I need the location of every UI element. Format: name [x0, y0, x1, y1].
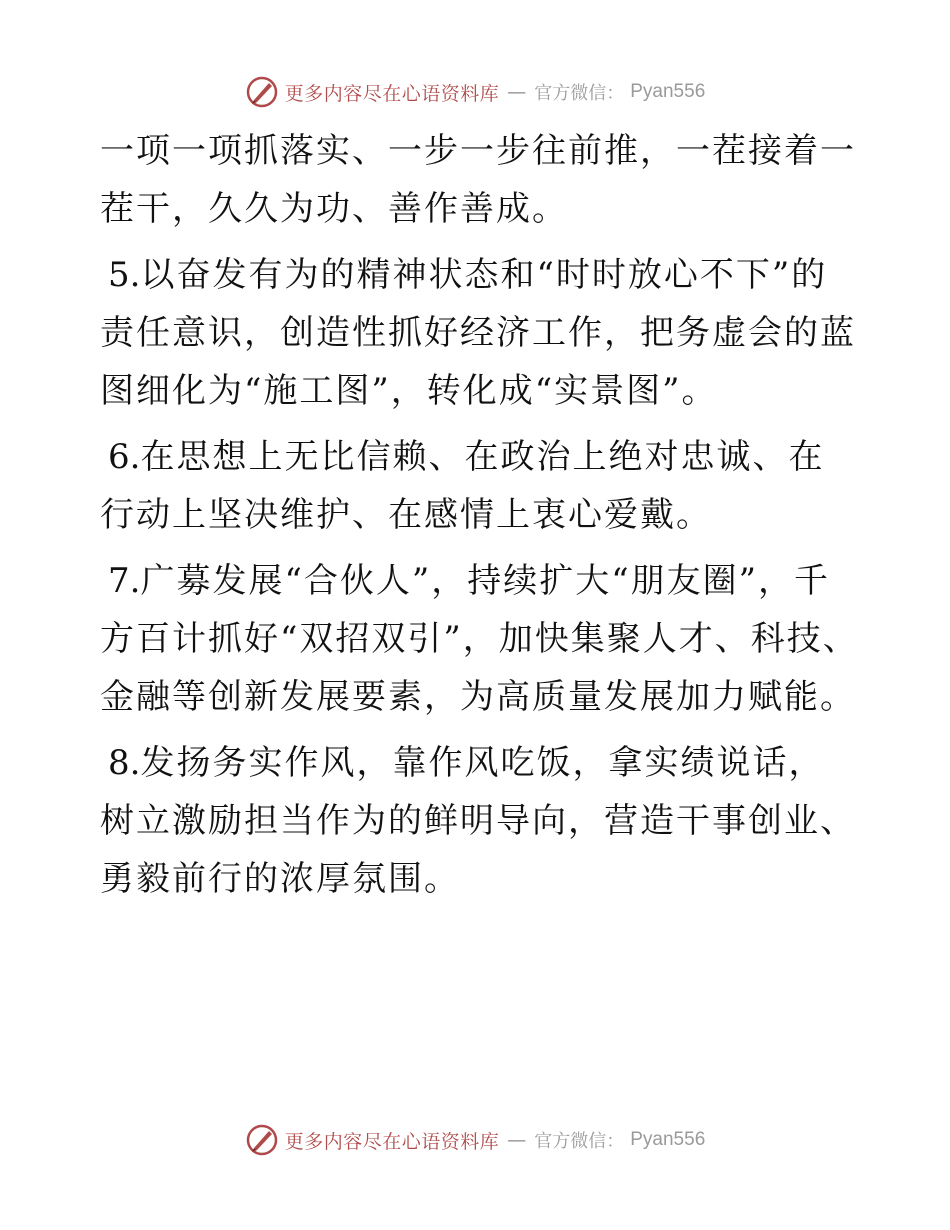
- footer-watermark: [0, 1120, 950, 1160]
- paragraph-continuation: [100, 122, 860, 238]
- paragraph-text: 广募发展“合伙人”，持续扩大“朋友圈”，千方百计抓好“双招双引”，加快集聚人才、科技、金融等创新发展要素，为高质量发展加力赋能。: [100, 561, 859, 717]
- paragraph-number: 8.: [108, 743, 141, 783]
- paragraph-text: 发扬务实作风，靠作风吃饭，拿实绩说话，树立激励担当作为的鲜明导向，营造干事创业、勇毅前行的浓厚氛围。: [100, 743, 856, 899]
- paragraph-item-6: [100, 428, 860, 544]
- paragraph-item-5: [100, 246, 860, 420]
- paragraph-number: 5.: [108, 255, 141, 295]
- document-body: [100, 122, 860, 916]
- watermark-brand: 更多内容尽在心语资料库: [284, 1130, 500, 1153]
- pen-logo-icon: [245, 1123, 279, 1157]
- paragraph-text: 在思想上无比信赖、在政治上绝对忠诚、在行动上坚决维护、在感情上衷心爱戴。: [100, 437, 825, 535]
- pen-logo-icon: [245, 75, 279, 109]
- header-watermark: [0, 72, 950, 112]
- watermark-official-label: 官方微信：: [534, 1131, 625, 1152]
- paragraph-item-7: [100, 552, 860, 726]
- watermark-brand: 更多内容尽在心语资料库: [284, 82, 500, 105]
- watermark-dash: —: [507, 81, 527, 103]
- watermark-wechat-id: Pyan556: [630, 81, 706, 102]
- paragraph-number: 6.: [108, 437, 141, 477]
- watermark-dash: —: [507, 1129, 527, 1151]
- watermark-official-label: 官方微信：: [534, 83, 625, 104]
- paragraph-item-8: [100, 734, 860, 908]
- paragraph-number: 7.: [108, 561, 141, 601]
- watermark-wechat-id: Pyan556: [630, 1129, 706, 1150]
- paragraph-text: 以奋发有为的精神状态和“时时放心不下”的责任意识，创造性抓好经济工作，把务虚会的蓝图细化为“施工图”，转化成“实景图”。: [100, 255, 856, 411]
- paragraph-text: 一项一项抓落实、一步一步往前推，一茬接着一茬干，久久为功、善作善成。: [100, 131, 856, 229]
